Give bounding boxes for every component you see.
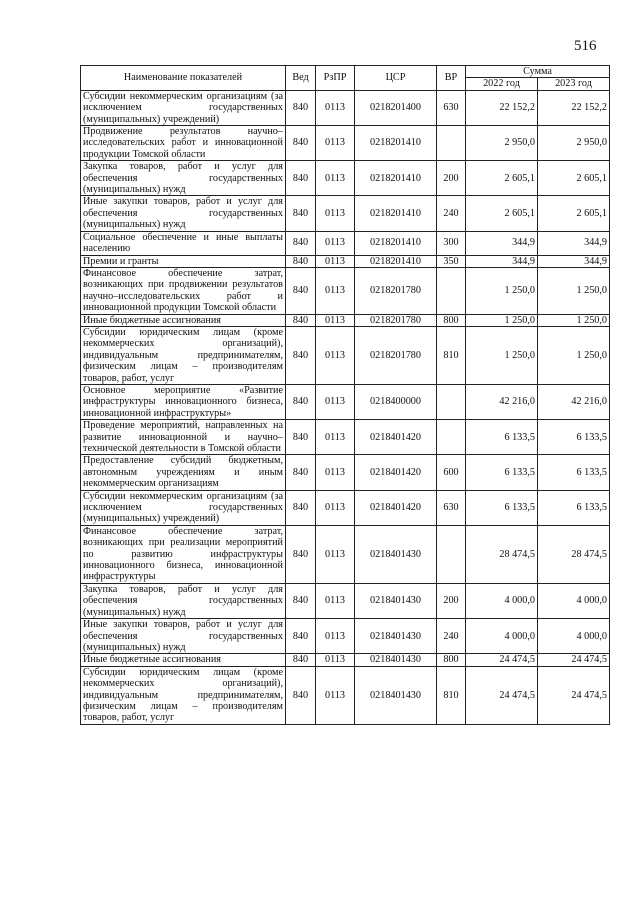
cell-ved: 840 — [286, 654, 316, 666]
cell-y2: 28 474,5 — [538, 525, 610, 583]
cell-name: Субсидии некоммерческим организациям (за исключением государственных (муниципальных) учреждений) — [81, 90, 286, 125]
cell-y1: 6 133,5 — [466, 455, 538, 490]
cell-rzpr: 0113 — [316, 196, 355, 231]
cell-rzpr: 0113 — [316, 619, 355, 654]
cell-rzpr: 0113 — [316, 267, 355, 314]
table-row — [81, 314, 610, 326]
cell-y1: 28 474,5 — [466, 525, 538, 583]
cell-ved: 840 — [286, 196, 316, 231]
cell-rzpr: 0113 — [316, 455, 355, 490]
cell-y1: 344,9 — [466, 255, 538, 267]
table-body — [81, 90, 610, 724]
cell-vr: 630 — [437, 490, 466, 525]
cell-y1: 4 000,0 — [466, 583, 538, 618]
cell-y1: 344,9 — [466, 231, 538, 255]
cell-ved: 840 — [286, 583, 316, 618]
cell-y2: 344,9 — [538, 255, 610, 267]
cell-csr: 0218401430 — [355, 654, 437, 666]
cell-rzpr: 0113 — [316, 384, 355, 419]
header-vr: ВР — [437, 66, 466, 91]
cell-vr: 200 — [437, 583, 466, 618]
cell-rzpr: 0113 — [316, 525, 355, 583]
cell-name: Иные бюджетные ассигнования — [81, 654, 286, 666]
table-row — [81, 231, 610, 255]
cell-rzpr: 0113 — [316, 314, 355, 326]
cell-y1: 6 133,5 — [466, 490, 538, 525]
cell-vr: 300 — [437, 231, 466, 255]
cell-vr: 240 — [437, 196, 466, 231]
cell-csr: 0218201780 — [355, 314, 437, 326]
cell-y2: 24 474,5 — [538, 666, 610, 724]
cell-y2: 6 133,5 — [538, 455, 610, 490]
table-row — [81, 161, 610, 196]
table-row — [81, 583, 610, 618]
cell-y1: 2 605,1 — [466, 161, 538, 196]
cell-vr: 350 — [437, 255, 466, 267]
cell-name: Закупка товаров, работ и услуг для обеспечения государственных (муниципальных) нужд — [81, 583, 286, 618]
table-row — [81, 326, 610, 384]
cell-csr: 0218201410 — [355, 126, 437, 161]
cell-y2: 6 133,5 — [538, 420, 610, 455]
cell-csr: 0218401430 — [355, 525, 437, 583]
cell-csr: 0218201410 — [355, 255, 437, 267]
cell-y1: 1 250,0 — [466, 326, 538, 384]
cell-vr: 810 — [437, 666, 466, 724]
cell-name: Иные бюджетные ассигнования — [81, 314, 286, 326]
cell-ved: 840 — [286, 90, 316, 125]
table-row — [81, 619, 610, 654]
cell-y2: 24 474,5 — [538, 654, 610, 666]
cell-rzpr: 0113 — [316, 654, 355, 666]
cell-vr: 800 — [437, 314, 466, 326]
cell-name: Субсидии юридическим лицам (кроме некоммерческих организаций), индивидуальным предпринимателям, физическим лицам – производителям товаров, работ, услуг — [81, 326, 286, 384]
header-csr: ЦСР — [355, 66, 437, 91]
header-year-2022: 2022 год — [466, 78, 538, 90]
cell-vr: 800 — [437, 654, 466, 666]
header-name: Наименование показателей — [81, 66, 286, 91]
cell-rzpr: 0113 — [316, 490, 355, 525]
cell-rzpr: 0113 — [316, 255, 355, 267]
cell-csr: 0218201780 — [355, 326, 437, 384]
cell-y2: 2 605,1 — [538, 161, 610, 196]
cell-vr: 240 — [437, 619, 466, 654]
cell-vr — [437, 525, 466, 583]
cell-name: Социальное обеспечение и иные выплаты населению — [81, 231, 286, 255]
cell-name: Иные закупки товаров, работ и услуг для обеспечения государственных (муниципальных) нужд — [81, 196, 286, 231]
cell-name: Закупка товаров, работ и услуг для обеспечения государственных (муниципальных) нужд — [81, 161, 286, 196]
cell-y1: 1 250,0 — [466, 314, 538, 326]
cell-name: Премии и гранты — [81, 255, 286, 267]
cell-y1: 6 133,5 — [466, 420, 538, 455]
cell-name: Продвижение результатов научно–исследовательских работ и инновационной продукции Томской области — [81, 126, 286, 161]
cell-name: Финансовое обеспечение затрат, возникающих при реализации мероприятий по развитию инфраструктуры инновационного бизнеса, инновационной инфраструктуры — [81, 525, 286, 583]
cell-y2: 2 605,1 — [538, 196, 610, 231]
cell-ved: 840 — [286, 231, 316, 255]
header-ved: Вед — [286, 66, 316, 91]
table-row — [81, 384, 610, 419]
cell-ved: 840 — [286, 255, 316, 267]
cell-name: Субсидии некоммерческим организациям (за исключением государственных (муниципальных) учреждений) — [81, 490, 286, 525]
cell-y1: 24 474,5 — [466, 666, 538, 724]
cell-vr: 630 — [437, 90, 466, 125]
table-row — [81, 255, 610, 267]
cell-vr: 200 — [437, 161, 466, 196]
cell-csr: 0218401430 — [355, 619, 437, 654]
cell-rzpr: 0113 — [316, 326, 355, 384]
cell-ved: 840 — [286, 384, 316, 419]
cell-y2: 344,9 — [538, 231, 610, 255]
header-year-2023: 2023 год — [538, 78, 610, 90]
cell-csr: 0218201410 — [355, 196, 437, 231]
cell-ved: 840 — [286, 314, 316, 326]
cell-vr — [437, 126, 466, 161]
cell-rzpr: 0113 — [316, 90, 355, 125]
cell-ved: 840 — [286, 420, 316, 455]
cell-name: Иные закупки товаров, работ и услуг для обеспечения государственных (муниципальных) нужд — [81, 619, 286, 654]
cell-name: Предоставление субсидий бюджетным, автономным учреждениям и иным некоммерческим организациям — [81, 455, 286, 490]
cell-rzpr: 0113 — [316, 231, 355, 255]
cell-ved: 840 — [286, 126, 316, 161]
budget-table — [80, 65, 610, 725]
cell-vr: 600 — [437, 455, 466, 490]
cell-ved: 840 — [286, 525, 316, 583]
table-row — [81, 490, 610, 525]
header-rzpr: РзПР — [316, 66, 355, 91]
cell-csr: 0218201780 — [355, 267, 437, 314]
cell-csr: 0218201400 — [355, 90, 437, 125]
table-row — [81, 455, 610, 490]
cell-csr: 0218201410 — [355, 231, 437, 255]
cell-y2: 22 152,2 — [538, 90, 610, 125]
cell-csr: 0218401430 — [355, 666, 437, 724]
cell-csr: 0218401430 — [355, 583, 437, 618]
cell-y2: 1 250,0 — [538, 314, 610, 326]
cell-vr — [437, 420, 466, 455]
cell-y1: 4 000,0 — [466, 619, 538, 654]
header-sum: Сумма — [466, 66, 610, 78]
cell-vr — [437, 384, 466, 419]
cell-y2: 2 950,0 — [538, 126, 610, 161]
table-row — [81, 666, 610, 724]
table-row — [81, 126, 610, 161]
cell-y1: 22 152,2 — [466, 90, 538, 125]
cell-y1: 2 950,0 — [466, 126, 538, 161]
cell-ved: 840 — [286, 455, 316, 490]
cell-vr — [437, 267, 466, 314]
page-number: 516 — [574, 38, 597, 54]
cell-csr: 0218400000 — [355, 384, 437, 419]
table-row — [81, 196, 610, 231]
cell-name: Основное мероприятие «Развитие инфраструктуры инновационного бизнеса, инновационной инфраструктуры» — [81, 384, 286, 419]
cell-y1: 2 605,1 — [466, 196, 538, 231]
cell-y1: 42 216,0 — [466, 384, 538, 419]
table-row — [81, 90, 610, 125]
cell-ved: 840 — [286, 161, 316, 196]
cell-vr: 810 — [437, 326, 466, 384]
cell-ved: 840 — [286, 267, 316, 314]
cell-y2: 4 000,0 — [538, 619, 610, 654]
cell-rzpr: 0113 — [316, 420, 355, 455]
cell-y2: 1 250,0 — [538, 267, 610, 314]
cell-csr: 0218401420 — [355, 455, 437, 490]
cell-ved: 840 — [286, 666, 316, 724]
table-row — [81, 654, 610, 666]
cell-ved: 840 — [286, 619, 316, 654]
table-row — [81, 525, 610, 583]
cell-csr: 0218401420 — [355, 490, 437, 525]
cell-y2: 1 250,0 — [538, 326, 610, 384]
cell-y1: 24 474,5 — [466, 654, 538, 666]
cell-rzpr: 0113 — [316, 666, 355, 724]
cell-ved: 840 — [286, 326, 316, 384]
cell-name: Финансовое обеспечение затрат, возникающих при продвижении результатов научно–исследовательских работ и инновационной продукции Томской области — [81, 267, 286, 314]
cell-rzpr: 0113 — [316, 126, 355, 161]
cell-ved: 840 — [286, 490, 316, 525]
cell-y2: 6 133,5 — [538, 490, 610, 525]
table-row — [81, 267, 610, 314]
cell-y2: 4 000,0 — [538, 583, 610, 618]
table-row — [81, 420, 610, 455]
cell-csr: 0218401420 — [355, 420, 437, 455]
cell-y2: 42 216,0 — [538, 384, 610, 419]
cell-y1: 1 250,0 — [466, 267, 538, 314]
cell-name: Субсидии юридическим лицам (кроме некоммерческих организаций), индивидуальным предпринимателям, физическим лицам – производителям товаров, работ, услуг — [81, 666, 286, 724]
cell-name: Проведение мероприятий, направленных на развитие инновационной и научно–технической деятельности в Томской области — [81, 420, 286, 455]
cell-csr: 0218201410 — [355, 161, 437, 196]
cell-rzpr: 0113 — [316, 161, 355, 196]
cell-rzpr: 0113 — [316, 583, 355, 618]
